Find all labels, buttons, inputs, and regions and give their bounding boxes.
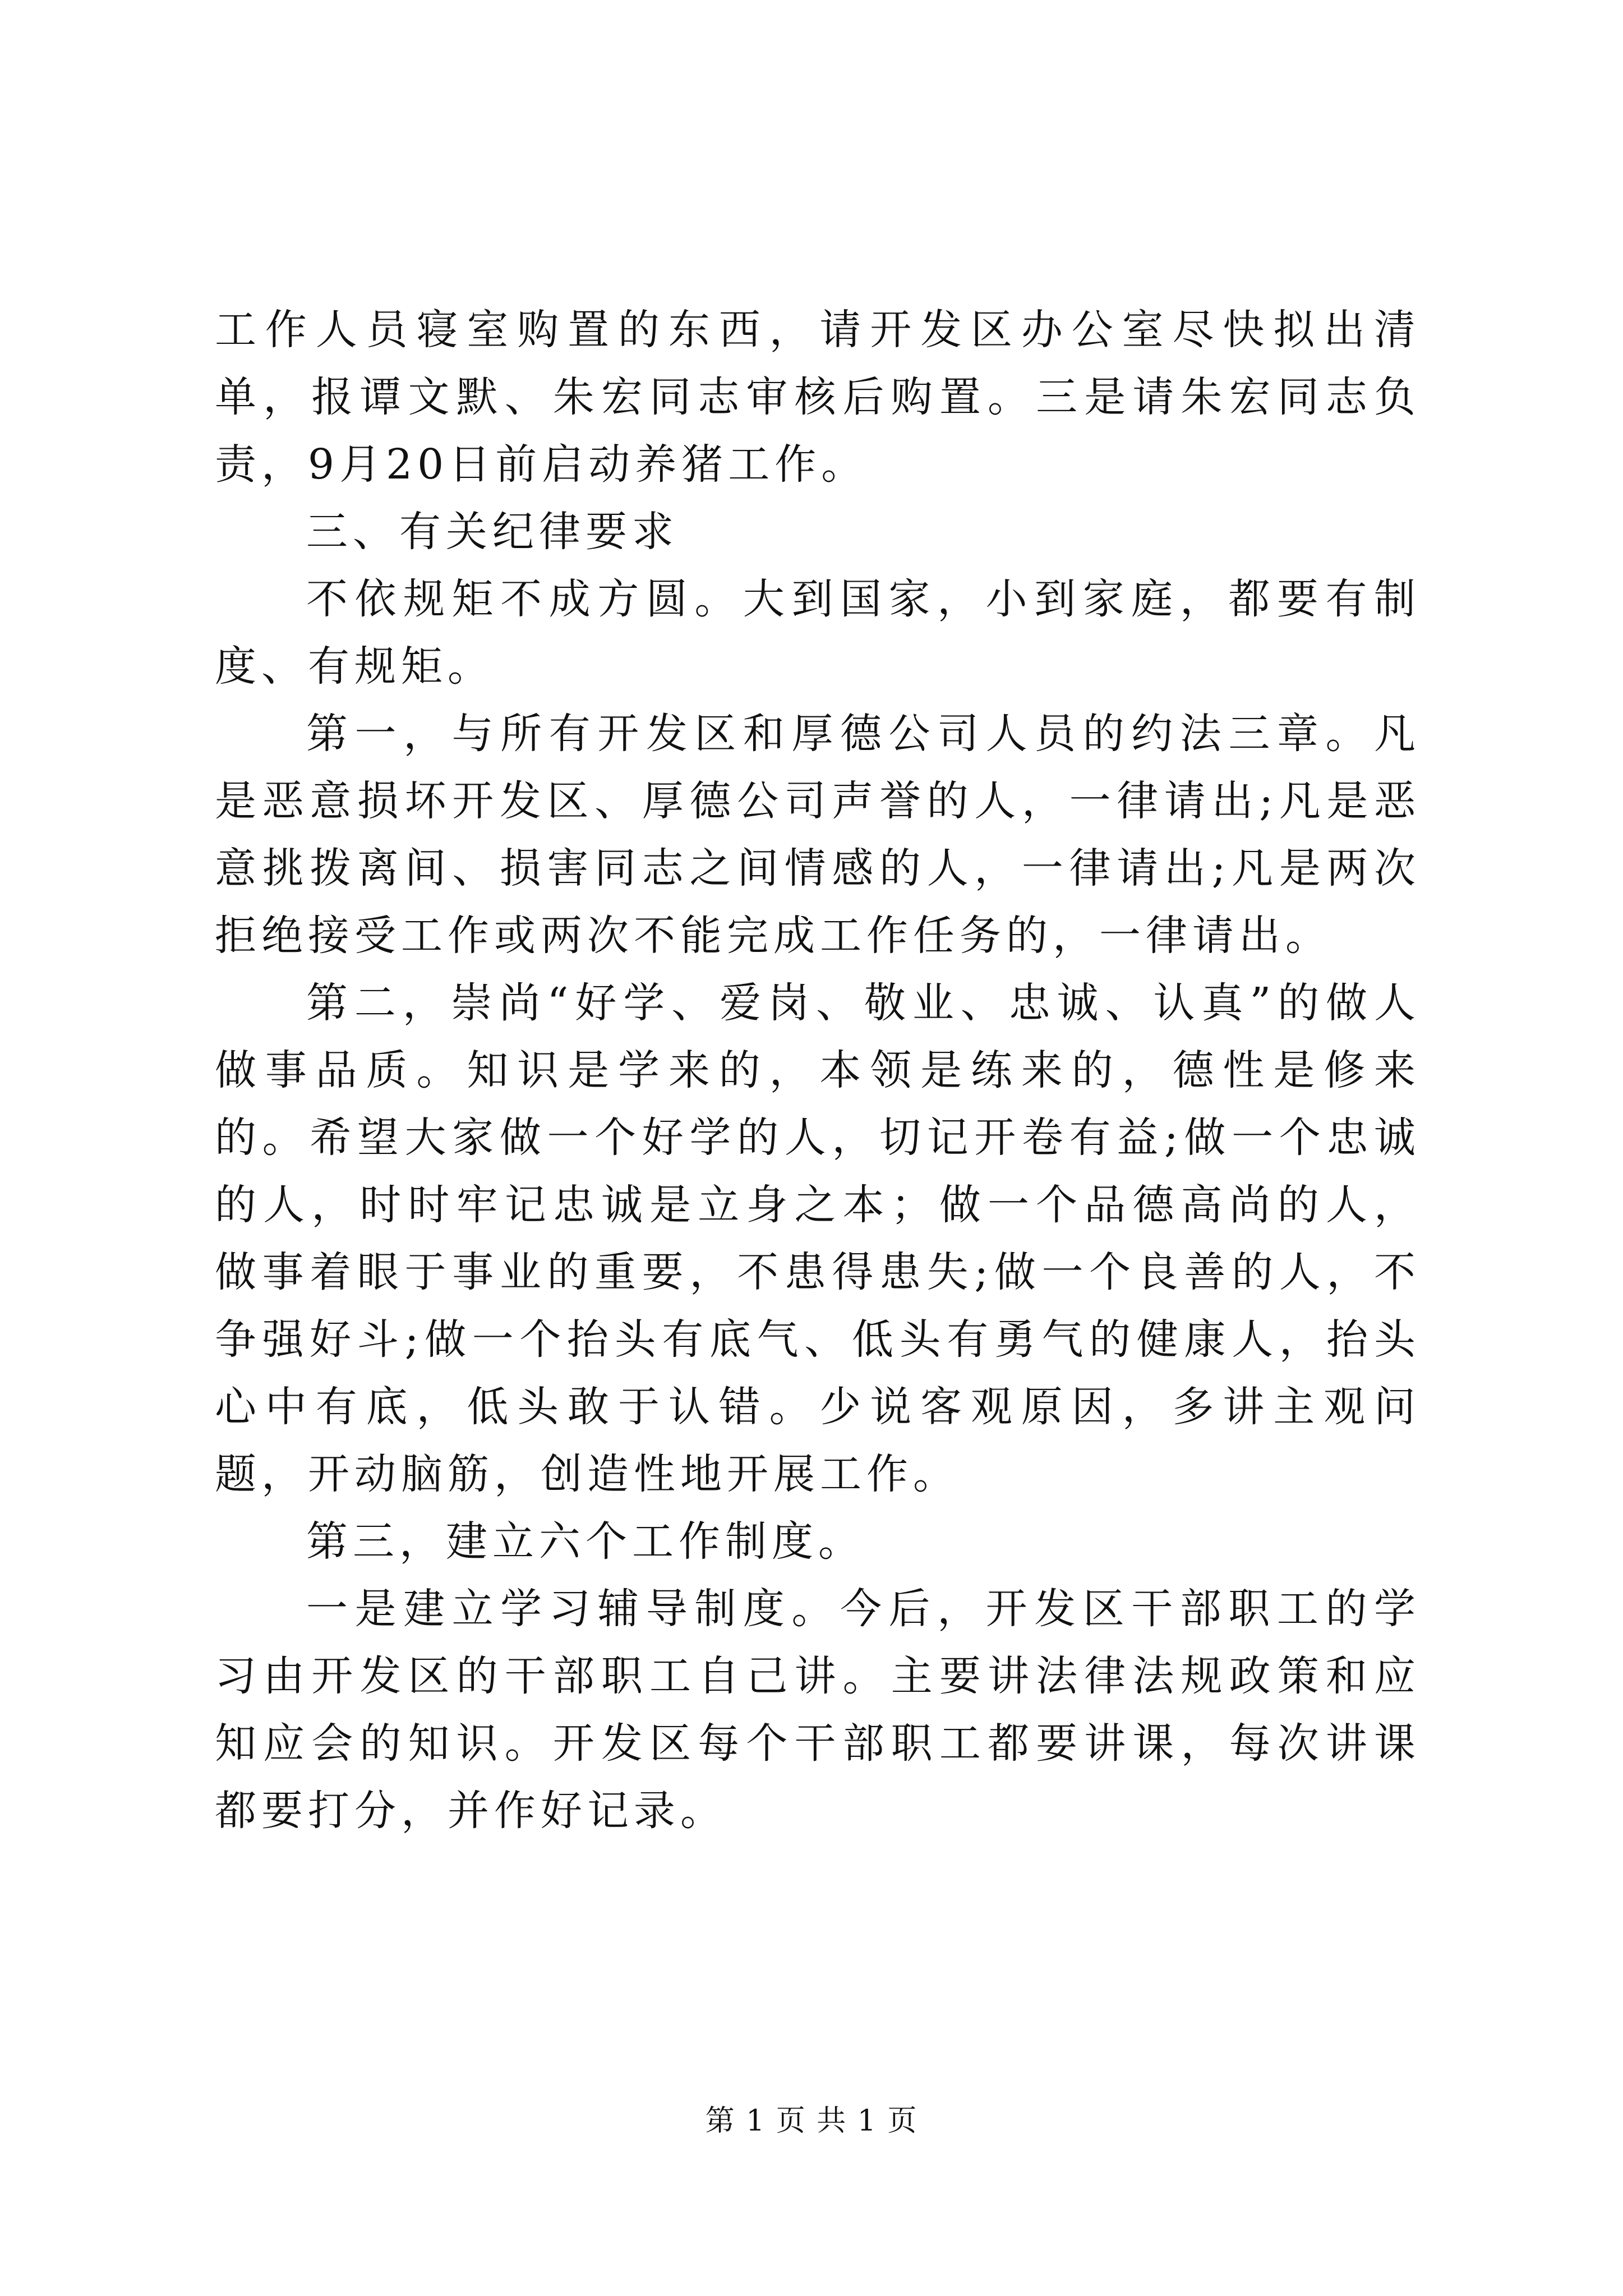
page-footer: 第 1 页 共 1 页	[705, 2104, 918, 2138]
paragraph-1: 工作人员寝室购置的东西，请开发区办公室尽快拟出清单，报谭文默、朱宏同志审核后购置。三是请朱宏同志负责，9月20日前启动养猪工作。	[215, 306, 1421, 489]
section-heading: 三、有关纪律要求	[306, 508, 679, 556]
paragraph-6: 一是建立学习辅导制度。今后，开发区干部职工的学习由开发区的干部职工自己讲。主要讲法律法规政策和应知应会的知识。开发区每个干部职工都要讲课，每次讲课都要打分，并作好记录。	[215, 1585, 1421, 1835]
paragraph-4: 第二，崇尚“好学、爱岗、敬业、忠诚、认真”的做人做事品质。知识是学来的，本领是练来的，德性是修来的。希望大家做一个好学的人，切记开卷有益;做一个忠诚的人，时时牢记忠诚是立身之本；做一个品德高尚的人，做事着眼于事业的重要，不患得患失;做一个良善的人，不争强好斗;做一个抬头有底气、低头有勇气的健康人，抬头心中有底，低头敢于认错。少说客观原因，多讲主观问题，开动脑筋，创造性地开展工作。	[215, 979, 1421, 1498]
paragraph-5: 第三，建立六个工作制度。	[306, 1517, 865, 1566]
paragraph-3: 第一，与所有开发区和厚德公司人员的约法三章。凡是恶意损坏开发区、厚德公司声誉的人，一律请出;凡是恶意挑拨离间、损害同志之间情感的人，一律请出;凡是两次拒绝接受工作或两次不能完成工作任务的，一律请出。	[215, 710, 1421, 960]
paragraph-2: 不依规矩不成方圆。大到国家，小到家庭，都要有制度、有规矩。	[215, 575, 1421, 691]
document-body	[215, 296, 1421, 1844]
